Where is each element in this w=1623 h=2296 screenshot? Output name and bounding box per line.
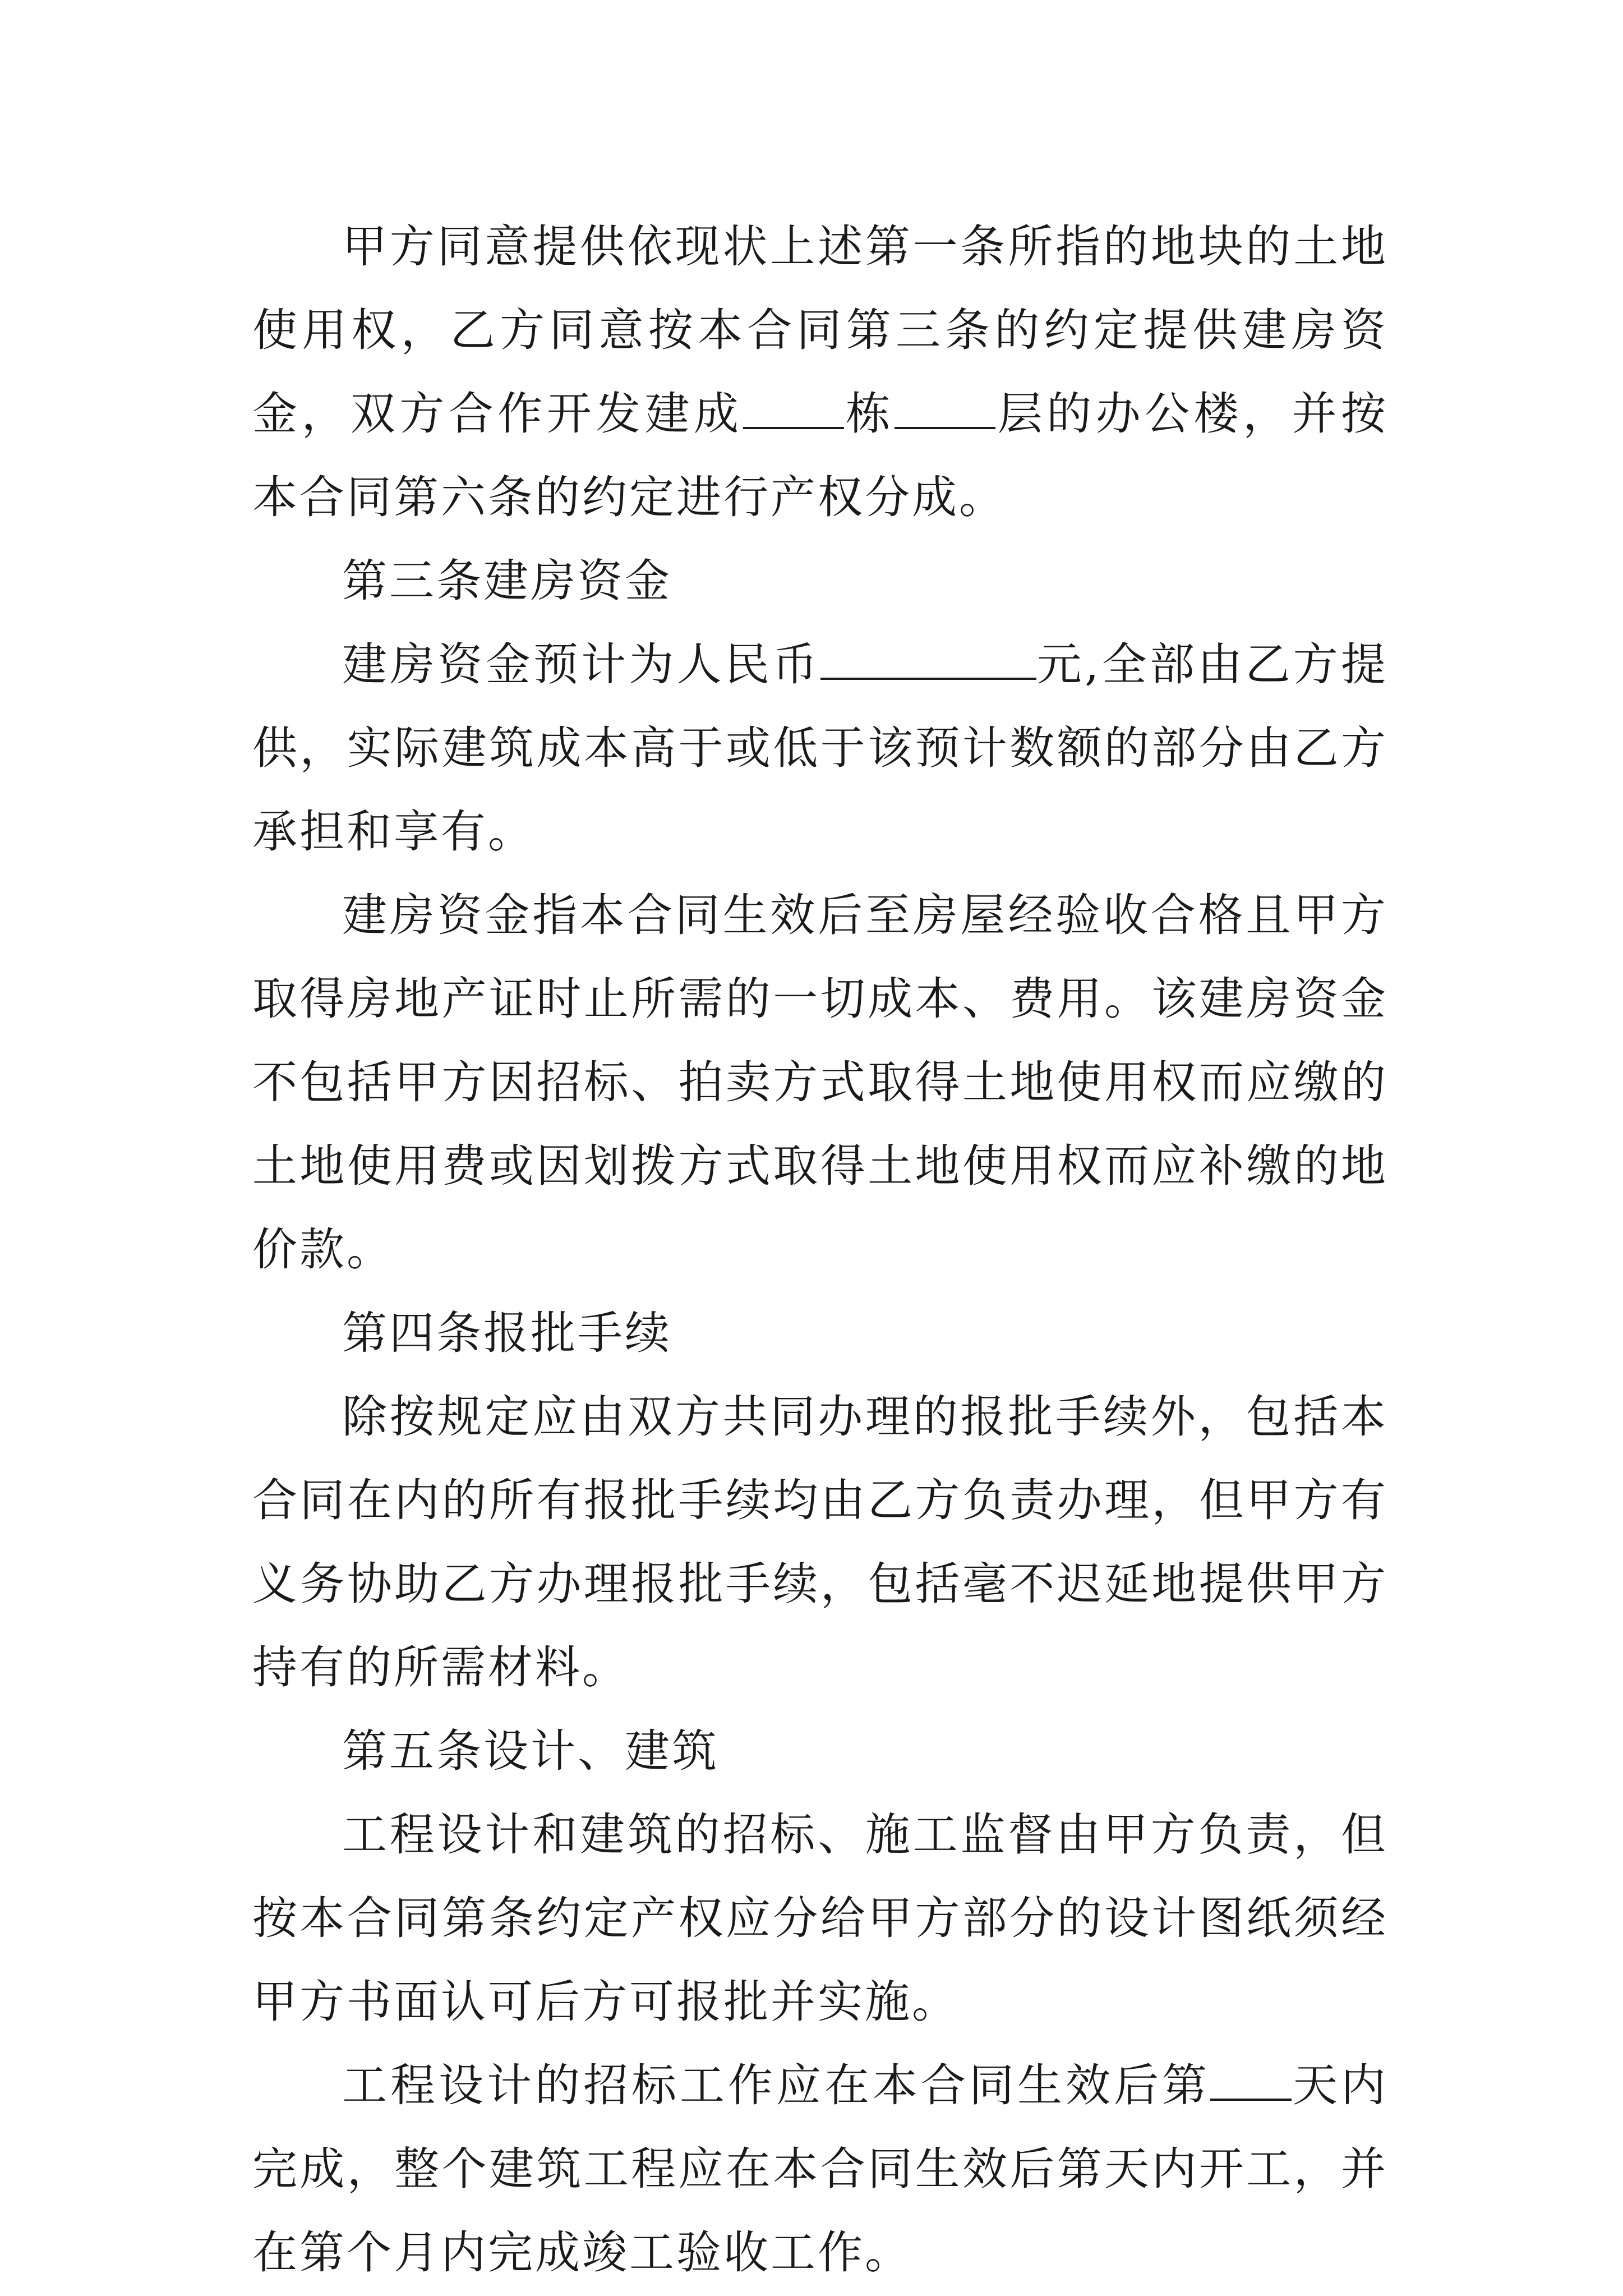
document-page <box>252 205 1388 2294</box>
paragraph-approval-procedures: 除按规定应由双方共同办理的报批手续外，包括本合同在内的所有报批手续均由乙方负责办理，但甲方有义务协助乙方办理报批手续，包括毫不迟延地提供甲方持有的所需材料。 <box>252 1391 1388 1694</box>
paragraph-design-construction: 工程设计和建筑的招标、施工监督由甲方负责，但按本合同第条约定产权应分给甲方部分的设计图纸须经甲方书面认可后方可报批并实施。 <box>252 1809 1388 2028</box>
paragraph-schedule <box>252 2044 1388 2294</box>
blank-amount <box>820 637 1036 680</box>
blank-floor-count <box>895 386 995 429</box>
paragraph-text: 元,全部由乙方提供，实际建筑成本高于或低于该预计数额的部分由乙方承担和享有。 <box>252 638 1389 858</box>
paragraph-construction-funds <box>252 623 1388 873</box>
paragraph-text: 工程设计的招标工作应在本合同生效后第 <box>342 2059 1210 2111</box>
paragraph-cooperation-terms <box>252 205 1388 539</box>
paragraph-text: 建房资金预计为人民币 <box>342 638 820 691</box>
paragraph-text: 天内完成，整个建筑工程应在本合同生效后第天内开工，并在第个月内完成竣工验收工作。 <box>252 2059 1388 2279</box>
section-heading-article-4: 第四条报批手续 <box>342 1307 672 1359</box>
blank-days <box>1210 2058 1292 2101</box>
blank-building-count <box>743 386 844 429</box>
section-heading-article-3: 第三条建房资金 <box>342 555 672 607</box>
section-heading-article-5: 第五条设计、建筑 <box>342 1725 719 1777</box>
paragraph-text: 栋 <box>843 388 895 440</box>
paragraph-text: 甲方同意提供依现状上述第一条所指的地块的土地使用权，乙方同意按本合同第三条的约定提供建房资金，双方合作开发建成 <box>252 220 1388 440</box>
paragraph-funds-definition: 建房资金指本合同生效后至房屋经验收合格且甲方取得房地产证时止所需的一切成本、费用。该建房资金不包括甲方因招标、拍卖方式取得土地使用权而应缴的土地使用费或因划拨方式取得土地使用权而应补缴的地价款。 <box>252 889 1388 1276</box>
paragraph-text: 层的办公楼，并按本合同第六条的约定进行产权分成。 <box>252 388 1389 523</box>
